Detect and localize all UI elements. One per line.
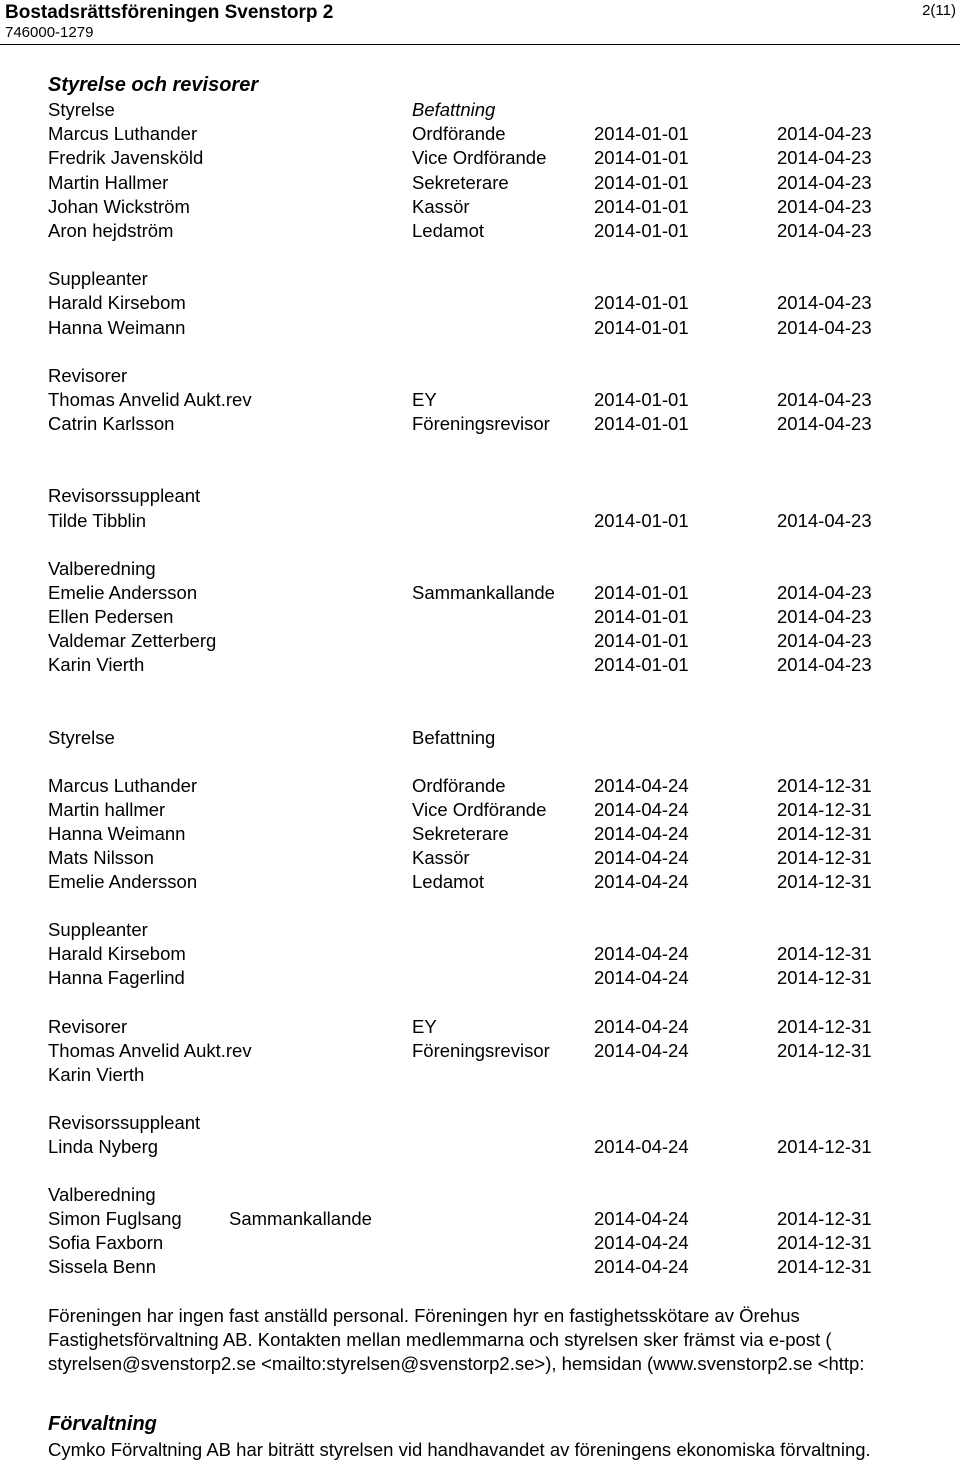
- date-from: 2014-01-01: [594, 196, 689, 217]
- date-to: 2014-04-23: [777, 147, 872, 168]
- date-to: 2014-12-31: [777, 1208, 872, 1229]
- member-name: Karin Vierth: [48, 654, 145, 675]
- member-role: Ledamot: [412, 871, 484, 892]
- member-role: Sammankallande: [412, 582, 555, 603]
- date-to: 2014-04-23: [777, 317, 872, 338]
- suppleanter-heading: Suppleanter: [48, 919, 148, 940]
- member-name: Thomas Anvelid Aukt.rev: [48, 389, 252, 410]
- header-divider: [0, 44, 960, 45]
- member-name: Tilde Tibblin: [48, 510, 147, 531]
- date-to: 2014-12-31: [777, 1232, 872, 1253]
- befattning-heading: Befattning: [412, 727, 496, 748]
- date-from: 2014-01-01: [594, 389, 689, 410]
- date-from: 2014-04-24: [594, 943, 689, 964]
- paragraph-line: Föreningen har ingen fast anställd personal. Föreningen hyr en fastighetsskötare av Örehus: [48, 1305, 800, 1326]
- organization-number: 746000-1279: [5, 24, 94, 41]
- revisorssuppleant-heading: Revisorssuppleant: [48, 485, 201, 506]
- member-role: Föreningsrevisor: [412, 413, 550, 434]
- date-to: 2014-04-23: [777, 606, 872, 627]
- date-from: 2014-01-01: [594, 123, 689, 144]
- befattning-heading: Befattning: [412, 99, 496, 120]
- member-name: Emelie Andersson: [48, 871, 198, 892]
- suppleanter-heading: Suppleanter: [48, 268, 148, 289]
- member-role: EY: [412, 1016, 437, 1037]
- date-to: 2014-04-23: [777, 172, 872, 193]
- member-role: Vice Ordförande: [412, 147, 547, 168]
- date-to: 2014-12-31: [777, 1136, 872, 1157]
- member-name: Sofia Faxborn: [48, 1232, 164, 1253]
- page-header: [5, 1, 333, 41]
- date-from: 2014-01-01: [594, 582, 689, 603]
- date-to: 2014-12-31: [777, 847, 872, 868]
- date-from: 2014-04-24: [594, 871, 689, 892]
- member-role: Sekreterare: [412, 172, 509, 193]
- date-from: 2014-01-01: [594, 413, 689, 434]
- member-name: Marcus Luthander: [48, 775, 198, 796]
- date-to: 2014-04-23: [777, 123, 872, 144]
- member-name: Mats Nilsson: [48, 847, 154, 868]
- date-to: 2014-04-23: [777, 292, 872, 313]
- date-from: 2014-04-24: [594, 799, 689, 820]
- styrelse-heading: Styrelse: [48, 99, 115, 120]
- date-to: 2014-12-31: [777, 823, 872, 844]
- member-name: Johan Wickström: [48, 196, 190, 217]
- revisorssuppleant-heading: Revisorssuppleant: [48, 1112, 201, 1133]
- staff-paragraph: [48, 1304, 948, 1376]
- date-to: 2014-12-31: [777, 1256, 872, 1277]
- date-from: 2014-01-01: [594, 606, 689, 627]
- date-to: 2014-12-31: [777, 799, 872, 820]
- member-name: Hanna Weimann: [48, 317, 186, 338]
- member-role: Vice Ordförande: [412, 799, 547, 820]
- organization-name: Bostadsrättsföreningen Svenstorp 2: [5, 2, 334, 23]
- member-name: Hanna Fagerlind: [48, 967, 185, 988]
- member-role: Ordförande: [412, 775, 506, 796]
- member-name: Sissela Benn: [48, 1256, 156, 1277]
- date-to: 2014-12-31: [777, 943, 872, 964]
- page-number: 2(11): [922, 2, 956, 19]
- date-from: 2014-04-24: [594, 823, 689, 844]
- member-role: EY: [412, 389, 437, 410]
- revisorer-heading: Revisorer: [48, 365, 128, 386]
- date-to: 2014-04-23: [777, 220, 872, 241]
- date-to: 2014-04-23: [777, 582, 872, 603]
- date-to: 2014-12-31: [777, 967, 872, 988]
- date-from: 2014-04-24: [594, 1040, 689, 1061]
- date-to: 2014-04-23: [777, 196, 872, 217]
- forvaltning-text: Cymko Förvaltning AB har biträtt styrelsen vid handhavandet av föreningens ekonomiska förvaltning.: [48, 1439, 871, 1460]
- date-to: 2014-04-23: [777, 630, 872, 651]
- member-name: Valdemar Zetterberg: [48, 630, 217, 651]
- forvaltning-heading: Förvaltning: [48, 1413, 157, 1435]
- date-to: 2014-04-23: [777, 654, 872, 675]
- date-from: 2014-04-24: [594, 1232, 689, 1253]
- member-name: Simon Fuglsang: [48, 1208, 182, 1229]
- date-from: 2014-04-24: [594, 1256, 689, 1277]
- date-to: 2014-04-23: [777, 389, 872, 410]
- member-name: Harald Kirsebom: [48, 943, 186, 964]
- member-name: Hanna Weimann: [48, 823, 186, 844]
- valberedning-heading: Valberedning: [48, 1184, 156, 1205]
- member-role: Kassör: [412, 847, 470, 868]
- date-to: 2014-12-31: [777, 871, 872, 892]
- revisorer-heading: Revisorer: [48, 1016, 128, 1037]
- date-from: 2014-04-24: [594, 775, 689, 796]
- date-from: 2014-01-01: [594, 220, 689, 241]
- member-role: Sammankallande: [229, 1208, 372, 1229]
- member-name: Ellen Pedersen: [48, 606, 174, 627]
- styrelse-heading: Styrelse: [48, 727, 115, 748]
- date-from: 2014-04-24: [594, 847, 689, 868]
- member-name: Linda Nyberg: [48, 1136, 159, 1157]
- date-to: 2014-04-23: [777, 510, 872, 531]
- member-role: Kassör: [412, 196, 470, 217]
- date-to: 2014-12-31: [777, 1040, 872, 1061]
- member-name: Karin Vierth: [48, 1064, 145, 1085]
- date-to: 2014-12-31: [777, 775, 872, 796]
- member-name: Catrin Karlsson: [48, 413, 175, 434]
- date-from: 2014-01-01: [594, 317, 689, 338]
- member-name: Aron hejdström: [48, 220, 174, 241]
- member-role: Föreningsrevisor: [412, 1040, 550, 1061]
- date-from: 2014-01-01: [594, 630, 689, 651]
- member-name: Emelie Andersson: [48, 582, 198, 603]
- member-name: Harald Kirsebom: [48, 292, 186, 313]
- date-from: 2014-01-01: [594, 510, 689, 531]
- date-from: 2014-04-24: [594, 1016, 689, 1037]
- member-name: Martin Hallmer: [48, 172, 169, 193]
- valberedning-heading: Valberedning: [48, 558, 156, 579]
- member-name: Martin hallmer: [48, 799, 166, 820]
- paragraph-line: styrelsen@svenstorp2.se <mailto:styrelsen@svenstorp2.se>), hemsidan (www.svenstorp2.se <http:: [48, 1353, 865, 1374]
- member-name: Marcus Luthander: [48, 123, 198, 144]
- section-title: Styrelse och revisorer: [48, 74, 259, 96]
- member-name: Fredrik Javensköld: [48, 147, 204, 168]
- date-from: 2014-01-01: [594, 292, 689, 313]
- date-to: 2014-04-23: [777, 413, 872, 434]
- member-role: Sekreterare: [412, 823, 509, 844]
- member-role: Ordförande: [412, 123, 506, 144]
- date-to: 2014-12-31: [777, 1016, 872, 1037]
- date-from: 2014-04-24: [594, 1136, 689, 1157]
- paragraph-line: Fastighetsförvaltning AB. Kontakten mellan medlemmarna och styrelsen sker främst via e-post (: [48, 1329, 832, 1350]
- date-from: 2014-04-24: [594, 967, 689, 988]
- date-from: 2014-01-01: [594, 147, 689, 168]
- date-from: 2014-04-24: [594, 1208, 689, 1229]
- member-role: Ledamot: [412, 220, 484, 241]
- date-from: 2014-01-01: [594, 654, 689, 675]
- member-name: Thomas Anvelid Aukt.rev: [48, 1040, 252, 1061]
- date-from: 2014-01-01: [594, 172, 689, 193]
